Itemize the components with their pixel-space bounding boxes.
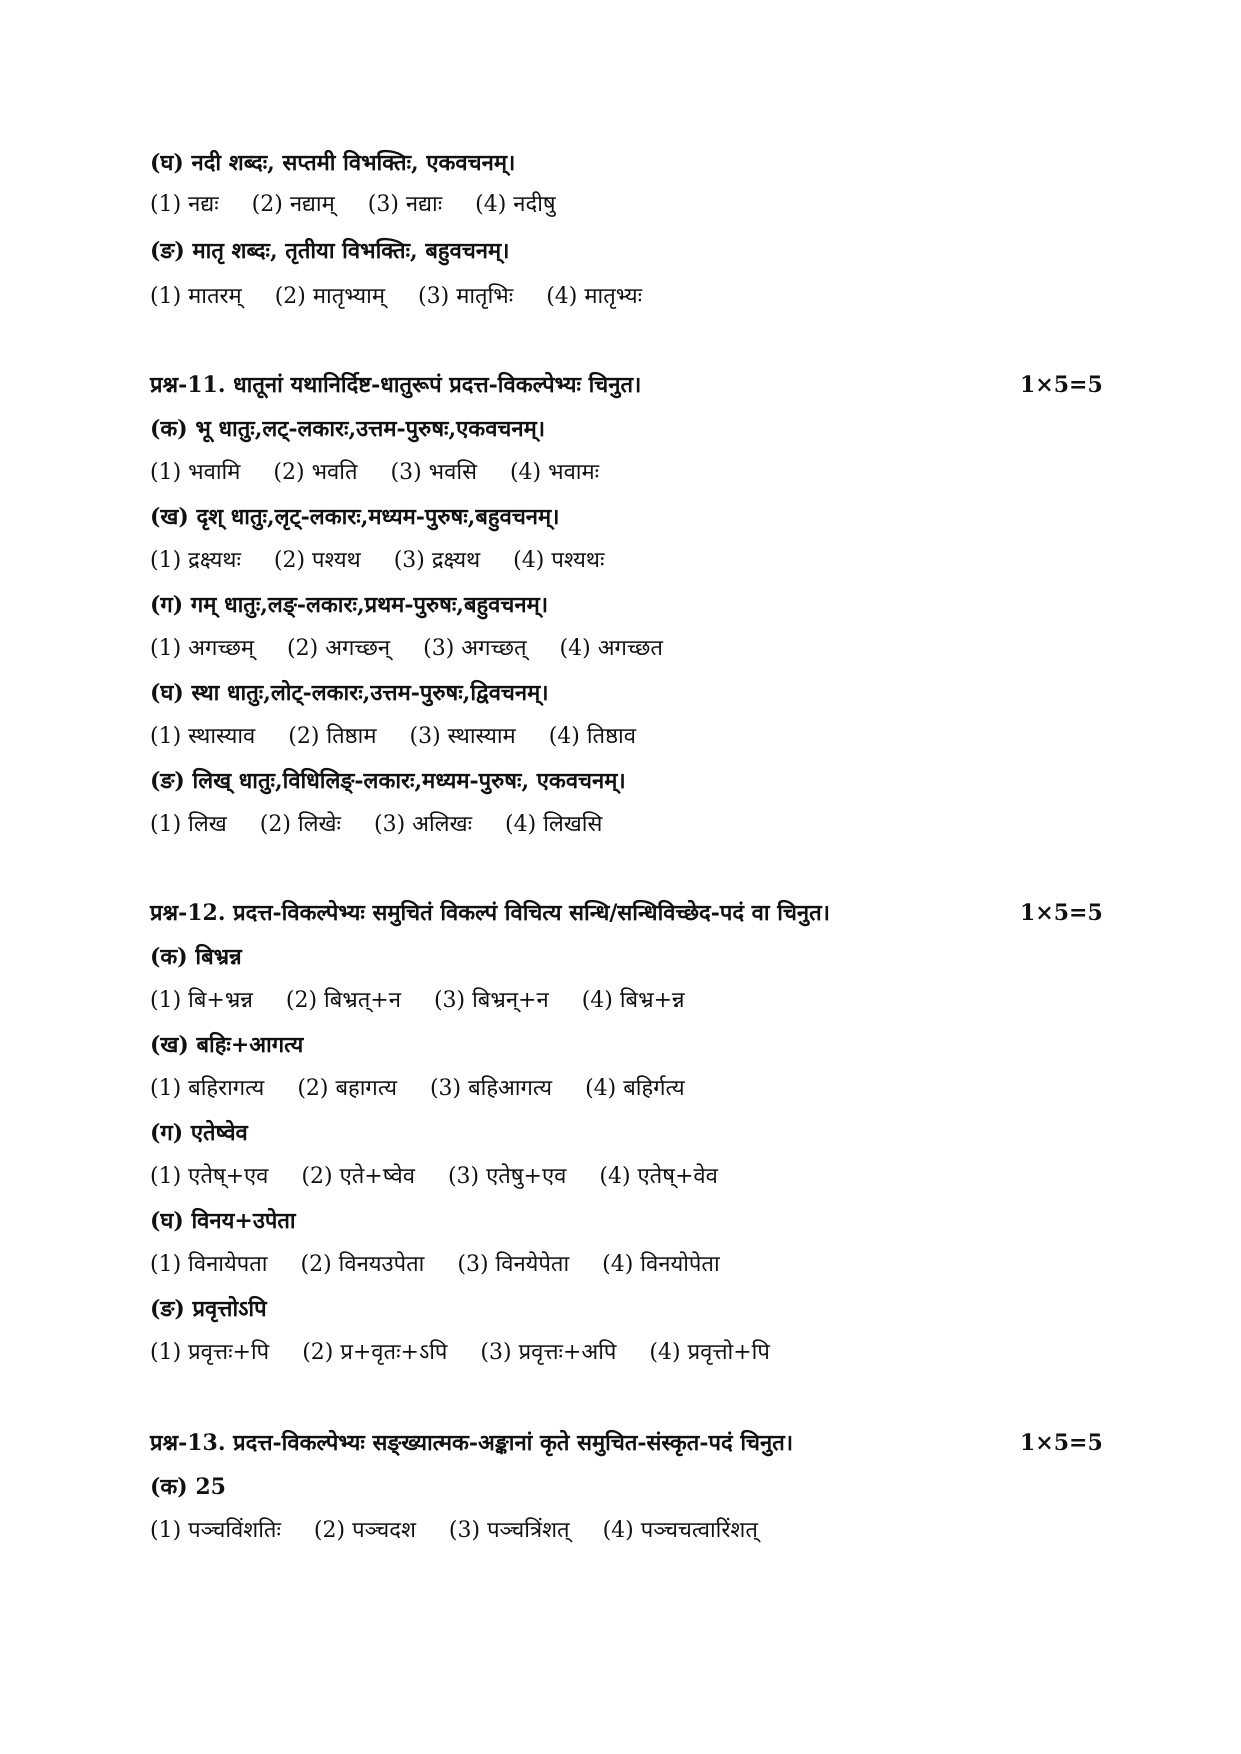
option-row — [150, 282, 668, 312]
question-item: (ङ) प्रवृत्तोऽपि — [150, 1296, 267, 1322]
option: (1) द्रक्ष्यथः — [150, 548, 241, 573]
option-row — [150, 546, 630, 576]
option-row — [150, 190, 582, 220]
question-marks: 1×5=5 — [1020, 900, 1103, 926]
option: (1) प्रवृत्तः+पि — [150, 1340, 270, 1365]
question-item: (ग) गम् धातुः,लङ्-लकारः,प्रथम-पुरुषः,बहुवचनम्। — [150, 592, 549, 618]
option: (1) स्थास्याव — [150, 724, 256, 749]
option-row — [150, 1338, 796, 1368]
question-title: प्रश्न-12. प्रदत्त-विकल्पेभ्यः समुचितं विकल्पं विचित्य सन्धि/सन्धिविच्छेद-पदं वा चिनुत। — [150, 900, 831, 926]
question-item: (ङ) मातृ शब्दः, तृतीया विभक्तिः, बहुवचनम्। — [150, 238, 510, 264]
question-item: (क) 25 — [150, 1474, 226, 1500]
option: (3) बिभ्रन्+न — [433, 988, 549, 1013]
question-item: (घ) नदी शब्दः, सप्तमी विभक्तिः, एकवचनम्। — [150, 150, 516, 176]
option: (4) विनयोपेता — [602, 1252, 720, 1277]
option: (4) बहिर्गत्य — [585, 1076, 685, 1101]
option-row — [150, 458, 625, 488]
option: (3) अलिखः — [374, 812, 473, 837]
option: (3) प्रवृत्तः+अपि — [480, 1340, 617, 1365]
option: (1) लिख — [150, 812, 227, 837]
option: (3) द्रक्ष्यथ — [393, 548, 481, 573]
option: (4) भवामः — [509, 460, 600, 485]
option: (1) विनायेपता — [150, 1252, 268, 1277]
option: (2) विनयउपेता — [300, 1252, 425, 1277]
option: (2) लिखेः — [259, 812, 341, 837]
option: (4) एतेष्+वेव — [599, 1164, 718, 1189]
option: (3) पञ्चत्रिंशत् — [448, 1518, 570, 1543]
option: (1) मातरम् — [150, 284, 242, 309]
question-marks: 1×5=5 — [1020, 1430, 1103, 1456]
option: (2) प्र+वृतः+ऽपि — [302, 1340, 448, 1365]
option: (1) पञ्चविंशतिः — [150, 1518, 281, 1543]
option: (2) मातृभ्याम् — [274, 284, 386, 309]
option: (3) अगच्छत् — [423, 636, 527, 661]
question-item: (ख) बहिः+आगत्य — [150, 1032, 304, 1058]
question-item: (ख) दृश् धातुः,लृट्-लकारः,मध्यम-पुरुषः,बहुवचनम्। — [150, 504, 560, 530]
option: (1) नद्यः — [150, 192, 219, 217]
question-item: (घ) स्था धातुः,लोट्-लकारः,उत्तम-पुरुषः,द्विवचनम्। — [150, 680, 549, 706]
option: (2) भवति — [273, 460, 358, 485]
option: (2) पश्यथ — [273, 548, 361, 573]
question-title: प्रश्न-13. प्रदत्त-विकल्पेभ्यः सङ्ख्यात्मक-अङ्कानां कृते समुचित-संस्कृत-पदं चिनुत। — [150, 1430, 794, 1456]
option: (2) एते+ष्वेव — [301, 1164, 415, 1189]
option: (4) प्रवृत्तो+पि — [649, 1340, 770, 1365]
option: (3) मातृभिः — [418, 284, 514, 309]
option-row — [150, 810, 628, 840]
option: (4) पश्यथः — [513, 548, 605, 573]
option: (1) अगच्छम् — [150, 636, 255, 661]
option-row — [150, 634, 689, 664]
option-row — [150, 1074, 711, 1104]
question-item: (क) भू धातुः,लट्-लकारः,उत्तम-पुरुषः,एकवचनम्। — [150, 416, 546, 442]
question-title: प्रश्न-11. धातूनां यथानिर्दिष्ट-धातुरूपं प्रदत्त-विकल्पेभ्यः चिनुत। — [150, 372, 642, 398]
option: (1) एतेष्+एव — [150, 1164, 269, 1189]
option: (4) नदीषु — [475, 192, 556, 217]
option: (1) भवामि — [150, 460, 241, 485]
option: (1) बहिरागत्य — [150, 1076, 265, 1101]
question-item: (क) बिभ्रन्न — [150, 944, 242, 970]
option: (2) पञ्चदश — [313, 1518, 416, 1543]
option: (4) पञ्चचत्वारिंशत् — [602, 1518, 758, 1543]
option: (2) नद्याम् — [251, 192, 335, 217]
option: (4) बिभ्र+न्न — [581, 988, 685, 1013]
option: (2) बिभ्रत्+न — [285, 988, 401, 1013]
question-item: (ङ) लिख् धातुः,विधिलिङ्-लकारः,मध्यम-पुरुषः, एकवचनम्। — [150, 768, 626, 794]
option: (3) भवसि — [390, 460, 477, 485]
option: (4) मातृभ्यः — [546, 284, 643, 309]
option: (3) नद्याः — [367, 192, 443, 217]
option: (1) बि+भ्रन्न — [150, 988, 253, 1013]
option: (4) तिष्ठाव — [548, 724, 636, 749]
question-marks: 1×5=5 — [1020, 372, 1103, 398]
option-row — [150, 1162, 744, 1192]
option: (3) एतेषु+एव — [447, 1164, 567, 1189]
option: (3) स्थास्याम — [409, 724, 516, 749]
option: (3) बहिआगत्य — [429, 1076, 553, 1101]
option: (2) बहागत्य — [297, 1076, 397, 1101]
option: (2) अगच्छन् — [287, 636, 391, 661]
option-row — [150, 1516, 784, 1546]
question-item: (ग) एतेष्वेव — [150, 1120, 248, 1146]
option: (2) तिष्ठाम — [288, 724, 377, 749]
question-item: (घ) विनय+उपेता — [150, 1208, 296, 1234]
option-row — [150, 722, 662, 752]
option: (3) विनयेपेता — [457, 1252, 570, 1277]
option-row — [150, 986, 711, 1016]
option: (4) अगच्छत — [559, 636, 663, 661]
option-row — [150, 1250, 746, 1280]
option: (4) लिखसि — [505, 812, 603, 837]
